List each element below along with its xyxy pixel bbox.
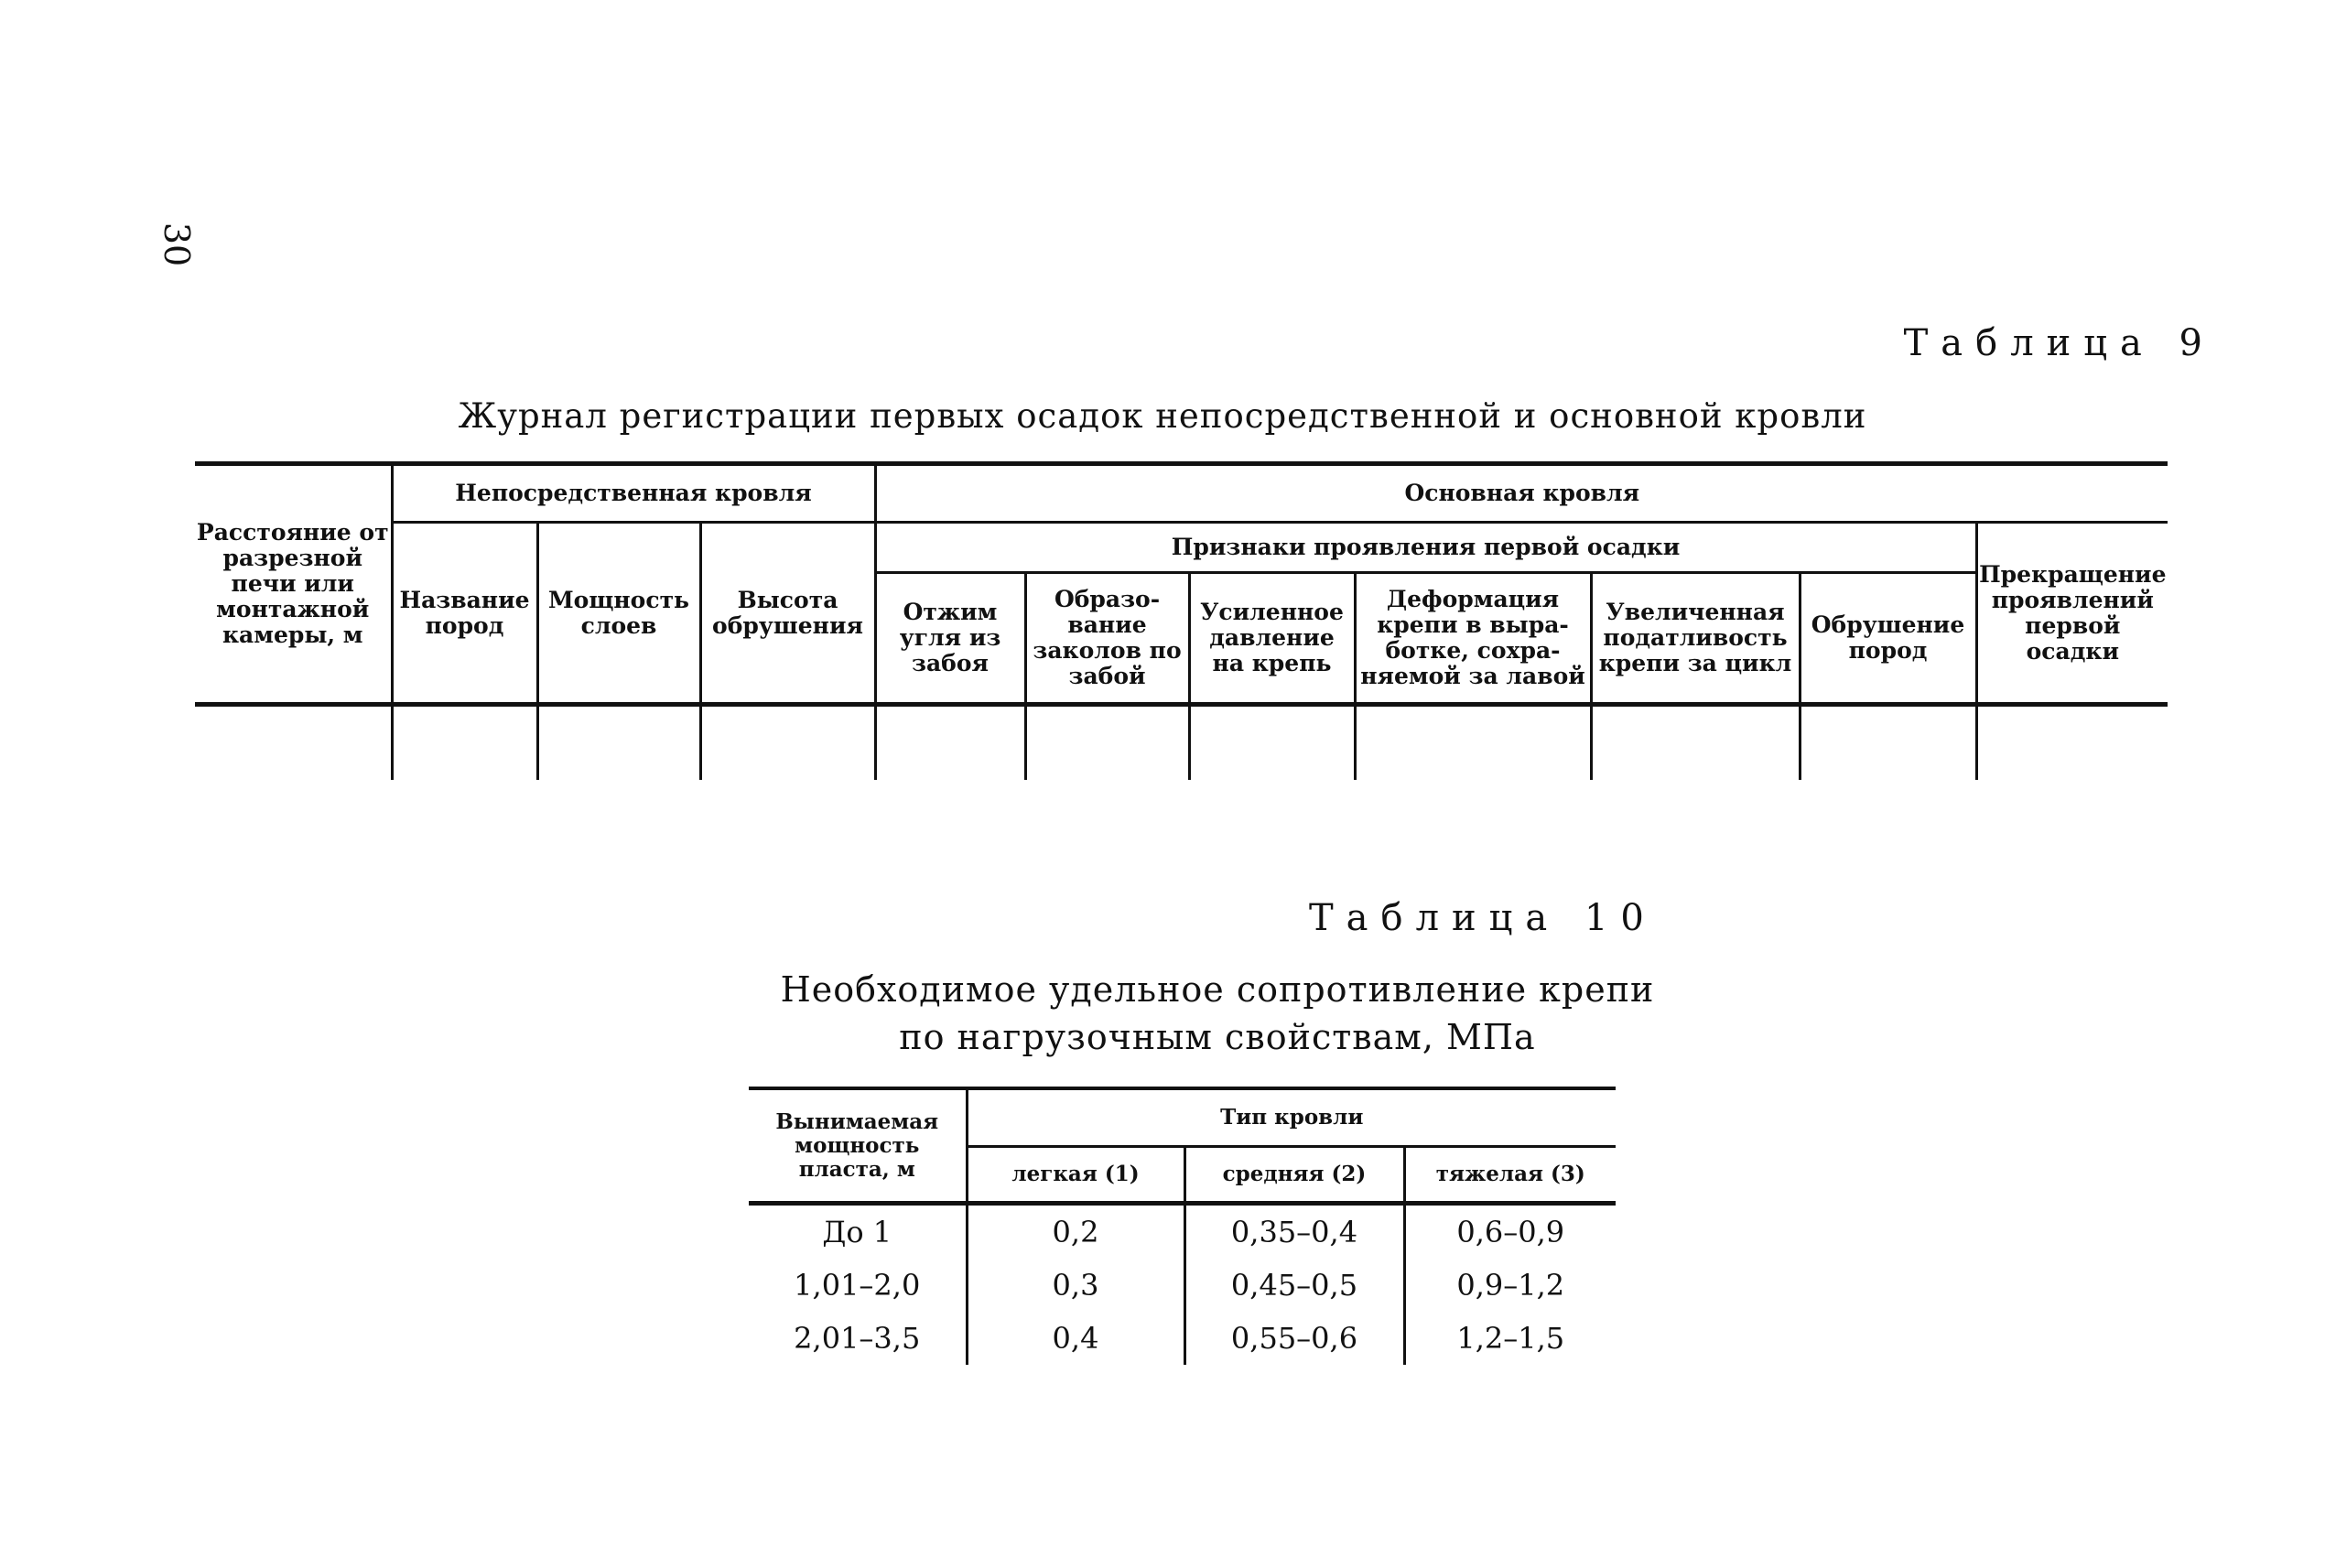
- table-cell: [392, 705, 537, 781]
- header-increased-pressure: Усиленное давление на крепь: [1189, 573, 1355, 705]
- table-cell: [1025, 705, 1189, 781]
- header-light: легкая (1): [967, 1147, 1184, 1204]
- table-row: [749, 1312, 1616, 1365]
- cell-heavy: 0,9–1,2: [1456, 1268, 1565, 1303]
- table-cell: [875, 705, 1025, 781]
- table-cell: [1591, 705, 1800, 781]
- cell-thickness: 1,01–2,0: [749, 1259, 967, 1312]
- table-10: [749, 1087, 1616, 1365]
- page-number: 30: [157, 222, 197, 267]
- header-first-settlement-signs: Признаки проявления первой осадки: [875, 523, 1976, 573]
- header-rock-name: Название пород: [392, 523, 537, 705]
- table-row: [195, 705, 2168, 781]
- table-cell: [700, 705, 875, 781]
- header-collapse-height: Высота обрушения: [700, 523, 875, 705]
- table-10-title-line-2: по нагрузочным свойствам, МПа: [899, 1017, 1536, 1057]
- table-9: [195, 461, 2168, 780]
- table-9-title: Журнал регистрации первых осадок непосредственной и основной кровли: [458, 396, 1867, 436]
- cell-light: 0,2: [967, 1204, 1184, 1260]
- cell-medium: 0,45–0,5: [1184, 1259, 1404, 1312]
- header-medium: средняя (2): [1184, 1147, 1404, 1204]
- header-heavy: тяжелая (3): [1435, 1162, 1585, 1186]
- header-main-roof: Основная кровля: [875, 464, 2168, 523]
- table-10-label: Таблица 10: [1309, 897, 1657, 939]
- table-cell: [1189, 705, 1355, 781]
- table-cell: [1976, 705, 2168, 781]
- table-cell: [537, 705, 700, 781]
- table-cell: [195, 705, 392, 781]
- header-roof-type: Тип кровли: [967, 1088, 1616, 1147]
- table-10-title-line-1: Необходимое удельное сопротивление крепи: [780, 969, 1655, 1010]
- header-distance: Расстояние от разрезной печи или монтажной камеры, м: [195, 464, 392, 705]
- cell-light: 0,3: [967, 1259, 1184, 1312]
- cell-thickness: До 1: [749, 1204, 967, 1260]
- header-thickness: Вынимаемая мощность пласта, м: [749, 1088, 967, 1204]
- header-spalling: Образо-вание заколов по забой: [1025, 573, 1189, 705]
- header-coal-squeeze: Отжим угля из забоя: [875, 573, 1025, 705]
- cell-heavy: 1,2–1,5: [1456, 1321, 1565, 1356]
- cell-light: 0,4: [967, 1312, 1184, 1365]
- table-9-label: Таблица 9: [1903, 322, 2215, 364]
- table-row: [749, 1259, 1616, 1312]
- header-immediate-roof: Непосредственная кровля: [392, 464, 875, 523]
- header-layer-thickness: Мощность слоев: [537, 523, 700, 705]
- header-rock-collapse: Обрушение пород: [1800, 573, 1976, 705]
- header-increased-yield: Увеличенная податливость крепи за цикл: [1591, 573, 1800, 705]
- table-row: [749, 1204, 1616, 1260]
- cell-thickness: 2,01–3,5: [749, 1312, 967, 1365]
- cell-medium: 0,35–0,4: [1184, 1204, 1404, 1260]
- table-cell: [1355, 705, 1591, 781]
- cell-heavy: 0,6–0,9: [1404, 1204, 1616, 1260]
- table-10-title: [751, 966, 1684, 1061]
- table-cell: [1800, 705, 1976, 781]
- header-cessation: Прекращение проявлений первой осадки: [1979, 560, 2167, 665]
- header-support-deformation: Деформация крепи в выра-ботке, сохра-няемой за лавой: [1355, 573, 1591, 705]
- cell-medium: 0,55–0,6: [1184, 1312, 1404, 1365]
